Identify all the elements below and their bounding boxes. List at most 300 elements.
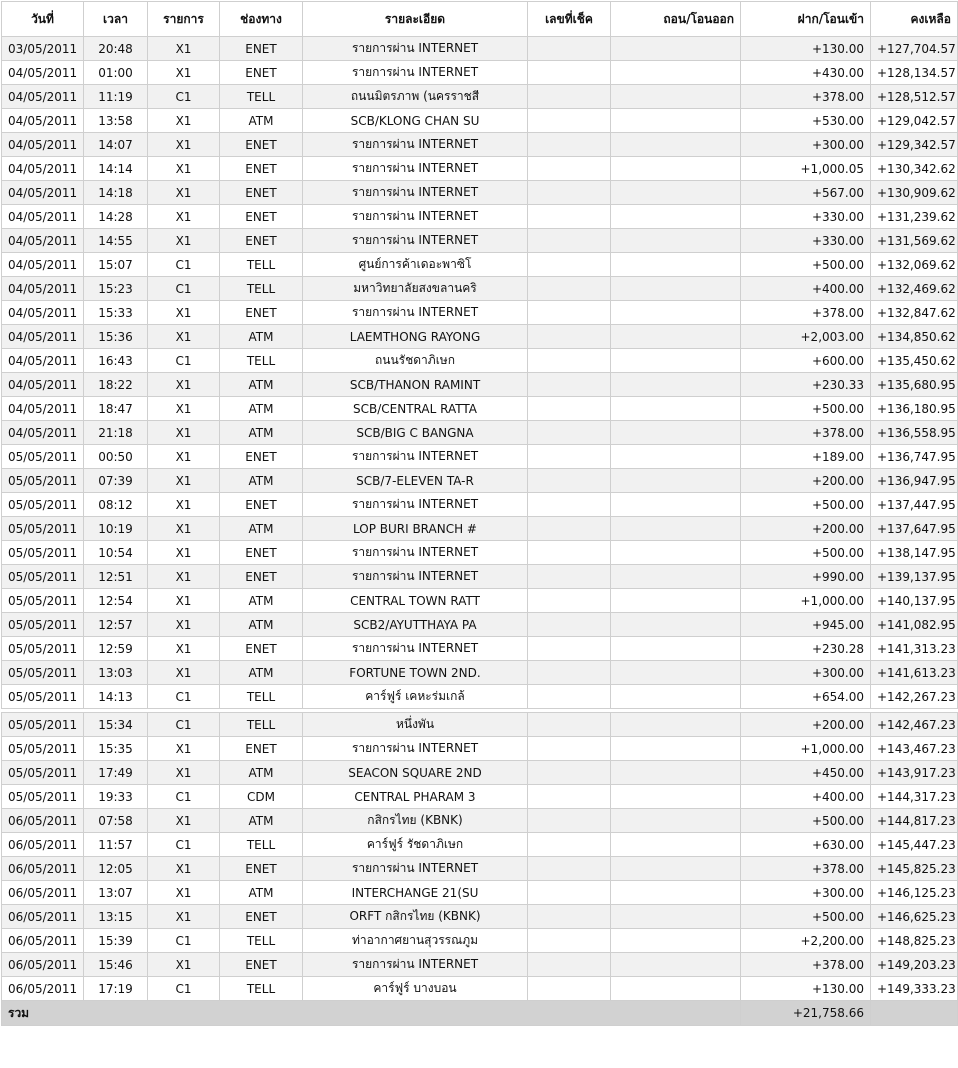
cell-date: 04/05/2011 [2,373,84,397]
cell-balance: +137,647.95 [871,517,958,541]
table-row[interactable] [2,133,958,157]
transaction-table [1,1,958,1026]
cell-balance: +132,847.62 [871,301,958,325]
table-row[interactable] [2,517,958,541]
cell-time: 13:03 [84,661,148,685]
cell-balance: +144,817.23 [871,809,958,833]
cell-detail: ถนนมิตรภาพ (นครราชสี [303,85,528,109]
cell-deposit: +450.00 [741,761,871,785]
cell-date: 06/05/2011 [2,857,84,881]
cell-time: 15:35 [84,737,148,761]
cell-code: X1 [148,325,220,349]
table-row[interactable] [2,661,958,685]
cell-date: 04/05/2011 [2,205,84,229]
cell-detail: รายการผ่าน INTERNET [303,61,528,85]
cell-detail: รายการผ่าน INTERNET [303,205,528,229]
table-body [2,37,958,709]
cell-withdraw [611,785,741,809]
table-row[interactable] [2,205,958,229]
cell-time: 12:54 [84,589,148,613]
cell-cheque [528,469,611,493]
table-row[interactable] [2,589,958,613]
cell-detail: SCB/BIG C BANGNA [303,421,528,445]
cell-date: 04/05/2011 [2,253,84,277]
cell-time: 15:46 [84,953,148,977]
cell-balance: +146,125.23 [871,881,958,905]
cell-detail: SCB/KLONG CHAN SU [303,109,528,133]
table-row[interactable] [2,85,958,109]
cell-code: X1 [148,181,220,205]
cell-deposit: +530.00 [741,109,871,133]
cell-cheque [528,881,611,905]
cell-withdraw [611,833,741,857]
cell-date: 05/05/2011 [2,493,84,517]
cell-channel: ENET [220,637,303,661]
cell-detail: กสิกรไทย (KBNK) [303,809,528,833]
cell-code: C1 [148,713,220,737]
cell-channel: ATM [220,613,303,637]
cell-channel: ATM [220,761,303,785]
total-row [2,1001,958,1026]
cell-channel: ENET [220,157,303,181]
cell-code: X1 [148,809,220,833]
cell-code: C1 [148,785,220,809]
cell-channel: ENET [220,953,303,977]
cell-code: X1 [148,421,220,445]
cell-deposit: +500.00 [741,397,871,421]
cell-detail: คาร์ฟูร์ บางบอน [303,977,528,1001]
cell-deposit: +378.00 [741,301,871,325]
header-code[interactable]: รายการ [148,2,220,37]
table-row[interactable] [2,229,958,253]
cell-balance: +129,042.57 [871,109,958,133]
cell-time: 17:19 [84,977,148,1001]
cell-cheque [528,85,611,109]
statement-container [1,1,957,1026]
cell-code: X1 [148,157,220,181]
cell-deposit: +2,200.00 [741,929,871,953]
cell-channel: ENET [220,905,303,929]
cell-channel: ATM [220,661,303,685]
cell-cheque [528,349,611,373]
cell-cheque [528,613,611,637]
cell-balance: +141,082.95 [871,613,958,637]
cell-deposit: +990.00 [741,565,871,589]
cell-date: 04/05/2011 [2,61,84,85]
cell-withdraw [611,421,741,445]
cell-deposit: +378.00 [741,857,871,881]
cell-deposit: +230.33 [741,373,871,397]
cell-cheque [528,133,611,157]
cell-date: 06/05/2011 [2,977,84,1001]
cell-channel: ENET [220,493,303,517]
cell-time: 13:07 [84,881,148,905]
cell-balance: +143,917.23 [871,761,958,785]
cell-cheque [528,809,611,833]
cell-detail: รายการผ่าน INTERNET [303,953,528,977]
cell-balance: +144,317.23 [871,785,958,809]
cell-detail: รายการผ่าน INTERNET [303,229,528,253]
cell-deposit: +330.00 [741,229,871,253]
table-row[interactable] [2,397,958,421]
cell-time: 07:39 [84,469,148,493]
cell-code: X1 [148,469,220,493]
table-row[interactable] [2,881,958,905]
cell-date: 05/05/2011 [2,761,84,785]
cell-channel: ENET [220,857,303,881]
cell-cheque [528,661,611,685]
cell-code: X1 [148,613,220,637]
cell-withdraw [611,977,741,1001]
header-channel[interactable]: ช่องทาง [220,2,303,37]
cell-code: X1 [148,589,220,613]
cell-balance: +136,180.95 [871,397,958,421]
cell-time: 11:19 [84,85,148,109]
cell-balance: +141,313.23 [871,637,958,661]
cell-channel: ENET [220,565,303,589]
cell-date: 04/05/2011 [2,349,84,373]
cell-cheque [528,589,611,613]
table-row[interactable] [2,253,958,277]
cell-channel: CDM [220,785,303,809]
cell-code: C1 [148,253,220,277]
cell-time: 13:58 [84,109,148,133]
cell-time: 15:36 [84,325,148,349]
cell-cheque [528,833,611,857]
cell-withdraw [611,277,741,301]
cell-detail: ถนนรัชดาภิเษก [303,349,528,373]
cell-date: 04/05/2011 [2,421,84,445]
cell-cheque [528,929,611,953]
cell-cheque [528,301,611,325]
cell-cheque [528,325,611,349]
header-balance[interactable]: คงเหลือ [871,2,958,37]
cell-channel: ENET [220,61,303,85]
cell-balance: +129,342.57 [871,133,958,157]
cell-cheque [528,857,611,881]
cell-code: X1 [148,565,220,589]
cell-deposit: +330.00 [741,205,871,229]
cell-code: C1 [148,977,220,1001]
cell-channel: ATM [220,373,303,397]
cell-balance: +145,825.23 [871,857,958,881]
cell-cheque [528,905,611,929]
header-time[interactable]: เวลา [84,2,148,37]
cell-channel: TELL [220,85,303,109]
cell-date: 06/05/2011 [2,881,84,905]
cell-withdraw [611,685,741,709]
cell-withdraw [611,373,741,397]
cell-date: 04/05/2011 [2,85,84,109]
cell-detail: รายการผ่าน INTERNET [303,565,528,589]
cell-deposit: +1,000.00 [741,589,871,613]
cell-code: X1 [148,109,220,133]
cell-cheque [528,277,611,301]
table-row[interactable] [2,541,958,565]
cell-balance: +149,333.23 [871,977,958,1001]
cell-withdraw [611,809,741,833]
cell-time: 14:07 [84,133,148,157]
cell-time: 12:57 [84,613,148,637]
cell-balance: +127,704.57 [871,37,958,61]
cell-date: 04/05/2011 [2,229,84,253]
cell-date: 06/05/2011 [2,953,84,977]
cell-time: 15:23 [84,277,148,301]
cell-withdraw [611,85,741,109]
cell-detail: SCB/THANON RAMINT [303,373,528,397]
cell-balance: +130,342.62 [871,157,958,181]
cell-code: C1 [148,85,220,109]
cell-withdraw [611,301,741,325]
cell-deposit: +1,000.05 [741,157,871,181]
cell-withdraw [611,253,741,277]
cell-cheque [528,397,611,421]
cell-balance: +132,069.62 [871,253,958,277]
cell-code: X1 [148,905,220,929]
cell-code: X1 [148,445,220,469]
table-row[interactable] [2,953,958,977]
table-row[interactable] [2,37,958,61]
cell-code: C1 [148,349,220,373]
total-label: รวม [2,1001,741,1026]
cell-withdraw [611,737,741,761]
cell-date: 06/05/2011 [2,833,84,857]
cell-balance: +135,450.62 [871,349,958,373]
cell-time: 11:57 [84,833,148,857]
table-row[interactable] [2,277,958,301]
table-row[interactable] [2,349,958,373]
cell-code: X1 [148,953,220,977]
cell-deposit: +1,000.00 [741,737,871,761]
table-row[interactable] [2,469,958,493]
cell-code: X1 [148,881,220,905]
table-row[interactable] [2,857,958,881]
cell-channel: ATM [220,809,303,833]
cell-channel: ATM [220,397,303,421]
cell-cheque [528,953,611,977]
table-row[interactable] [2,685,958,709]
cell-time: 21:18 [84,421,148,445]
table-body-continued [2,713,958,1001]
cell-withdraw [611,205,741,229]
cell-deposit: +300.00 [741,881,871,905]
total-deposit: +21,758.66 [741,1001,871,1026]
cell-balance: +148,825.23 [871,929,958,953]
cell-withdraw [611,493,741,517]
table-row[interactable] [2,373,958,397]
cell-channel: TELL [220,977,303,1001]
cell-withdraw [611,713,741,737]
table-row[interactable] [2,109,958,133]
table-row[interactable] [2,157,958,181]
cell-channel: TELL [220,277,303,301]
cell-cheque [528,421,611,445]
cell-withdraw [611,565,741,589]
cell-deposit: +430.00 [741,61,871,85]
cell-cheque [528,517,611,541]
table-row[interactable] [2,325,958,349]
table-row[interactable] [2,929,958,953]
cell-cheque [528,737,611,761]
cell-channel: ENET [220,37,303,61]
cell-withdraw [611,929,741,953]
cell-date: 04/05/2011 [2,157,84,181]
cell-deposit: +567.00 [741,181,871,205]
cell-balance: +138,147.95 [871,541,958,565]
cell-channel: ENET [220,133,303,157]
cell-balance: +132,469.62 [871,277,958,301]
cell-date: 05/05/2011 [2,737,84,761]
cell-code: X1 [148,37,220,61]
cell-withdraw [611,953,741,977]
cell-withdraw [611,637,741,661]
cell-detail: FORTUNE TOWN 2ND. [303,661,528,685]
cell-deposit: +200.00 [741,469,871,493]
table-row[interactable] [2,737,958,761]
cell-withdraw [611,613,741,637]
cell-channel: ATM [220,589,303,613]
table-row[interactable] [2,833,958,857]
table-row[interactable] [2,613,958,637]
cell-withdraw [611,133,741,157]
cell-detail: CENTRAL TOWN RATT [303,589,528,613]
cell-deposit: +130.00 [741,37,871,61]
cell-withdraw [611,661,741,685]
table-row[interactable] [2,905,958,929]
cell-date: 05/05/2011 [2,785,84,809]
cell-date: 05/05/2011 [2,445,84,469]
cell-deposit: +500.00 [741,253,871,277]
cell-date: 04/05/2011 [2,397,84,421]
cell-channel: ENET [220,229,303,253]
cell-cheque [528,713,611,737]
cell-channel: ENET [220,445,303,469]
cell-deposit: +654.00 [741,685,871,709]
cell-channel: TELL [220,253,303,277]
cell-code: C1 [148,685,220,709]
cell-withdraw [611,325,741,349]
cell-time: 16:43 [84,349,148,373]
cell-code: X1 [148,517,220,541]
cell-code: X1 [148,857,220,881]
cell-deposit: +500.00 [741,493,871,517]
cell-time: 15:39 [84,929,148,953]
header-cheque[interactable]: เลขที่เช็ค [528,2,611,37]
cell-time: 07:58 [84,809,148,833]
cell-cheque [528,109,611,133]
cell-detail: รายการผ่าน INTERNET [303,445,528,469]
cell-time: 18:22 [84,373,148,397]
cell-channel: ENET [220,737,303,761]
cell-cheque [528,445,611,469]
cell-date: 05/05/2011 [2,589,84,613]
header-deposit[interactable]: ฝาก/โอนเข้า [741,2,871,37]
cell-deposit: +500.00 [741,905,871,929]
table-row[interactable] [2,785,958,809]
cell-code: C1 [148,833,220,857]
table-row[interactable] [2,977,958,1001]
cell-balance: +136,558.95 [871,421,958,445]
cell-channel: ENET [220,301,303,325]
cell-channel: ATM [220,109,303,133]
cell-withdraw [611,589,741,613]
cell-time: 14:55 [84,229,148,253]
cell-balance: +142,267.23 [871,685,958,709]
cell-detail: มหาวิทยาลัยสงขลานคริ [303,277,528,301]
cell-detail: รายการผ่าน INTERNET [303,181,528,205]
cell-balance: +142,467.23 [871,713,958,737]
table-row[interactable] [2,421,958,445]
cell-channel: TELL [220,685,303,709]
cell-withdraw [611,37,741,61]
cell-withdraw [611,229,741,253]
cell-time: 01:00 [84,61,148,85]
cell-code: X1 [148,637,220,661]
table-row[interactable] [2,713,958,737]
cell-balance: +136,947.95 [871,469,958,493]
table-row[interactable] [2,445,958,469]
cell-deposit: +200.00 [741,713,871,737]
table-row[interactable] [2,181,958,205]
cell-cheque [528,373,611,397]
cell-date: 05/05/2011 [2,661,84,685]
table-row[interactable] [2,493,958,517]
cell-cheque [528,37,611,61]
cell-channel: ATM [220,517,303,541]
cell-time: 17:49 [84,761,148,785]
cell-detail: รายการผ่าน INTERNET [303,157,528,181]
cell-withdraw [611,469,741,493]
table-row[interactable] [2,637,958,661]
cell-detail: SCB/7-ELEVEN TA-R [303,469,528,493]
cell-detail: คาร์ฟูร์ รัชดาภิเษก [303,833,528,857]
table-footer [2,1001,958,1026]
header-detail[interactable]: รายละเอียด [303,2,528,37]
table-row[interactable] [2,761,958,785]
cell-detail: ศูนย์การค้าเดอะพาซิโ [303,253,528,277]
cell-deposit: +600.00 [741,349,871,373]
cell-balance: +141,613.23 [871,661,958,685]
cell-channel: ATM [220,881,303,905]
cell-time: 15:07 [84,253,148,277]
cell-code: X1 [148,493,220,517]
cell-cheque [528,205,611,229]
cell-deposit: +300.00 [741,133,871,157]
cell-withdraw [611,517,741,541]
cell-channel: ENET [220,181,303,205]
table-row[interactable] [2,301,958,325]
table-row[interactable] [2,809,958,833]
cell-deposit: +400.00 [741,277,871,301]
cell-date: 04/05/2011 [2,181,84,205]
cell-cheque [528,685,611,709]
cell-balance: +130,909.62 [871,181,958,205]
header-withdraw[interactable]: ถอน/โอนออก [611,2,741,37]
total-balance-empty [871,1001,958,1026]
cell-channel: ATM [220,325,303,349]
cell-deposit: +230.28 [741,637,871,661]
table-row[interactable] [2,565,958,589]
table-row[interactable] [2,61,958,85]
cell-balance: +128,512.57 [871,85,958,109]
cell-date: 04/05/2011 [2,325,84,349]
cell-cheque [528,541,611,565]
cell-channel: ENET [220,541,303,565]
header-date[interactable]: วันที่ [2,2,84,37]
cell-time: 12:59 [84,637,148,661]
cell-withdraw [611,905,741,929]
cell-deposit: +378.00 [741,421,871,445]
